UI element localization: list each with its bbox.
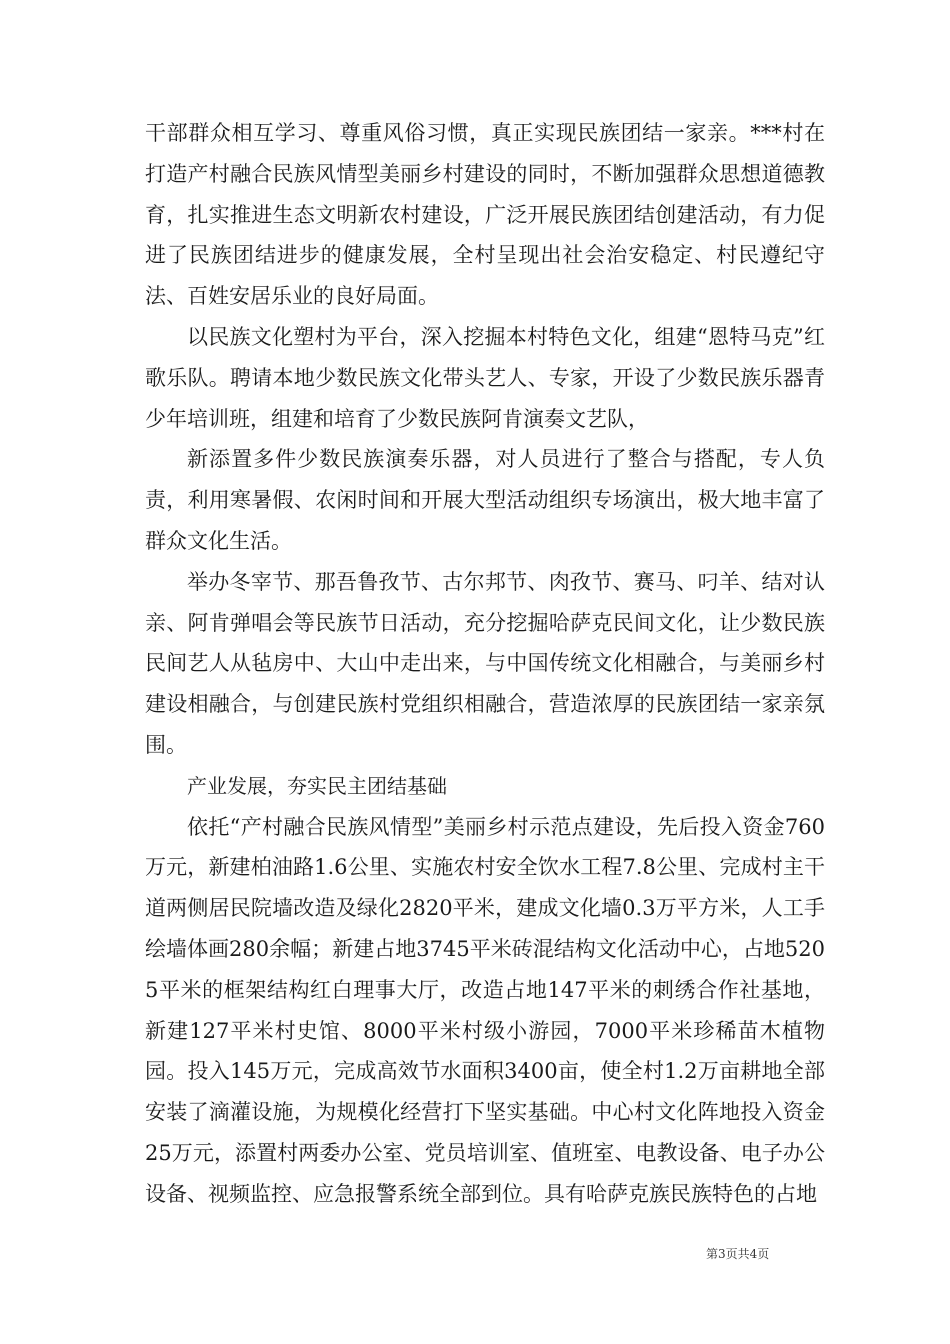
page-number: 第3页共4页	[706, 1247, 770, 1261]
document-body	[145, 113, 825, 1215]
paragraph-culture-platform: 以民族文化塑村为平台，深入挖掘本村特色文化，组建“恩特马克”红歌乐队。聘请本地少数民族文化带头艺人、专家，开设了少数民族乐器青少年培训班，组建和培育了少数民族阿肯演奏文艺队，	[145, 324, 825, 431]
paragraph-continuation: 干部群众相互学习、尊重风俗习惯，真正实现民族团结一家亲。***村在打造产村融合民族风情型美丽乡村建设的同时，不断加强群众思想道德教育，扎实推进生态文明新农村建设，广泛开展民族团结创建活动，有力促进了民族团结进步的健康发展，全村呈现出社会治安稳定、村民遵纪守法、百姓安居乐业的良好局面。	[145, 121, 825, 309]
paragraph-investment: 依托“产村融合民族风情型”美丽乡村示范点建设，先后投入资金760万元，新建柏油路1.6公里、实施农村安全饮水工程7.8公里、完成村主干道两侧居民院墙改造及绿化2820平米，建成文化墙0.3万平方米，人工手绘墙体画280余幅；新建占地3745平米砖混结构文化活动中心，占地5205平米的框架结构红白理事大厅，改造占地147平米的刺绣合作社基地，新建127平米村史馆、8000平米村级小游园，7000平米珍稀苗木植物园。投入145万元，完成高效节水面积3400亩，使全村1.2万亩耕地全部安装了滴灌设施，为规模化经营打下坚实基础。中心村文化阵地投入资金25万元，添置村两委办公室、党员培训室、值班室、电教设备、电子办公设备、视频监控、应急报警系统全部到位。具有哈萨克族民族特色的占地	[145, 814, 825, 1206]
section-heading: 产业发展，夯实民主团结基础	[187, 773, 447, 798]
paragraph-festivals: 举办冬宰节、那吾鲁孜节、古尔邦节、肉孜节、赛马、叼羊、结对认亲、阿肯弹唱会等民族节日活动，充分挖掘哈萨克民间文化，让少数民族民间艺人从毡房中、大山中走出来，与中国传统文化相融合，与美丽乡村建设相融合，与创建民族村党组织相融合，营造浓厚的民族团结一家亲氛围。	[145, 569, 825, 757]
paragraph-instruments: 新添置多件少数民族演奏乐器，对人员进行了整合与搭配，专人负责，利用寒暑假、农闲时间和开展大型活动组织专场演出，极大地丰富了群众文化生活。	[145, 447, 825, 553]
